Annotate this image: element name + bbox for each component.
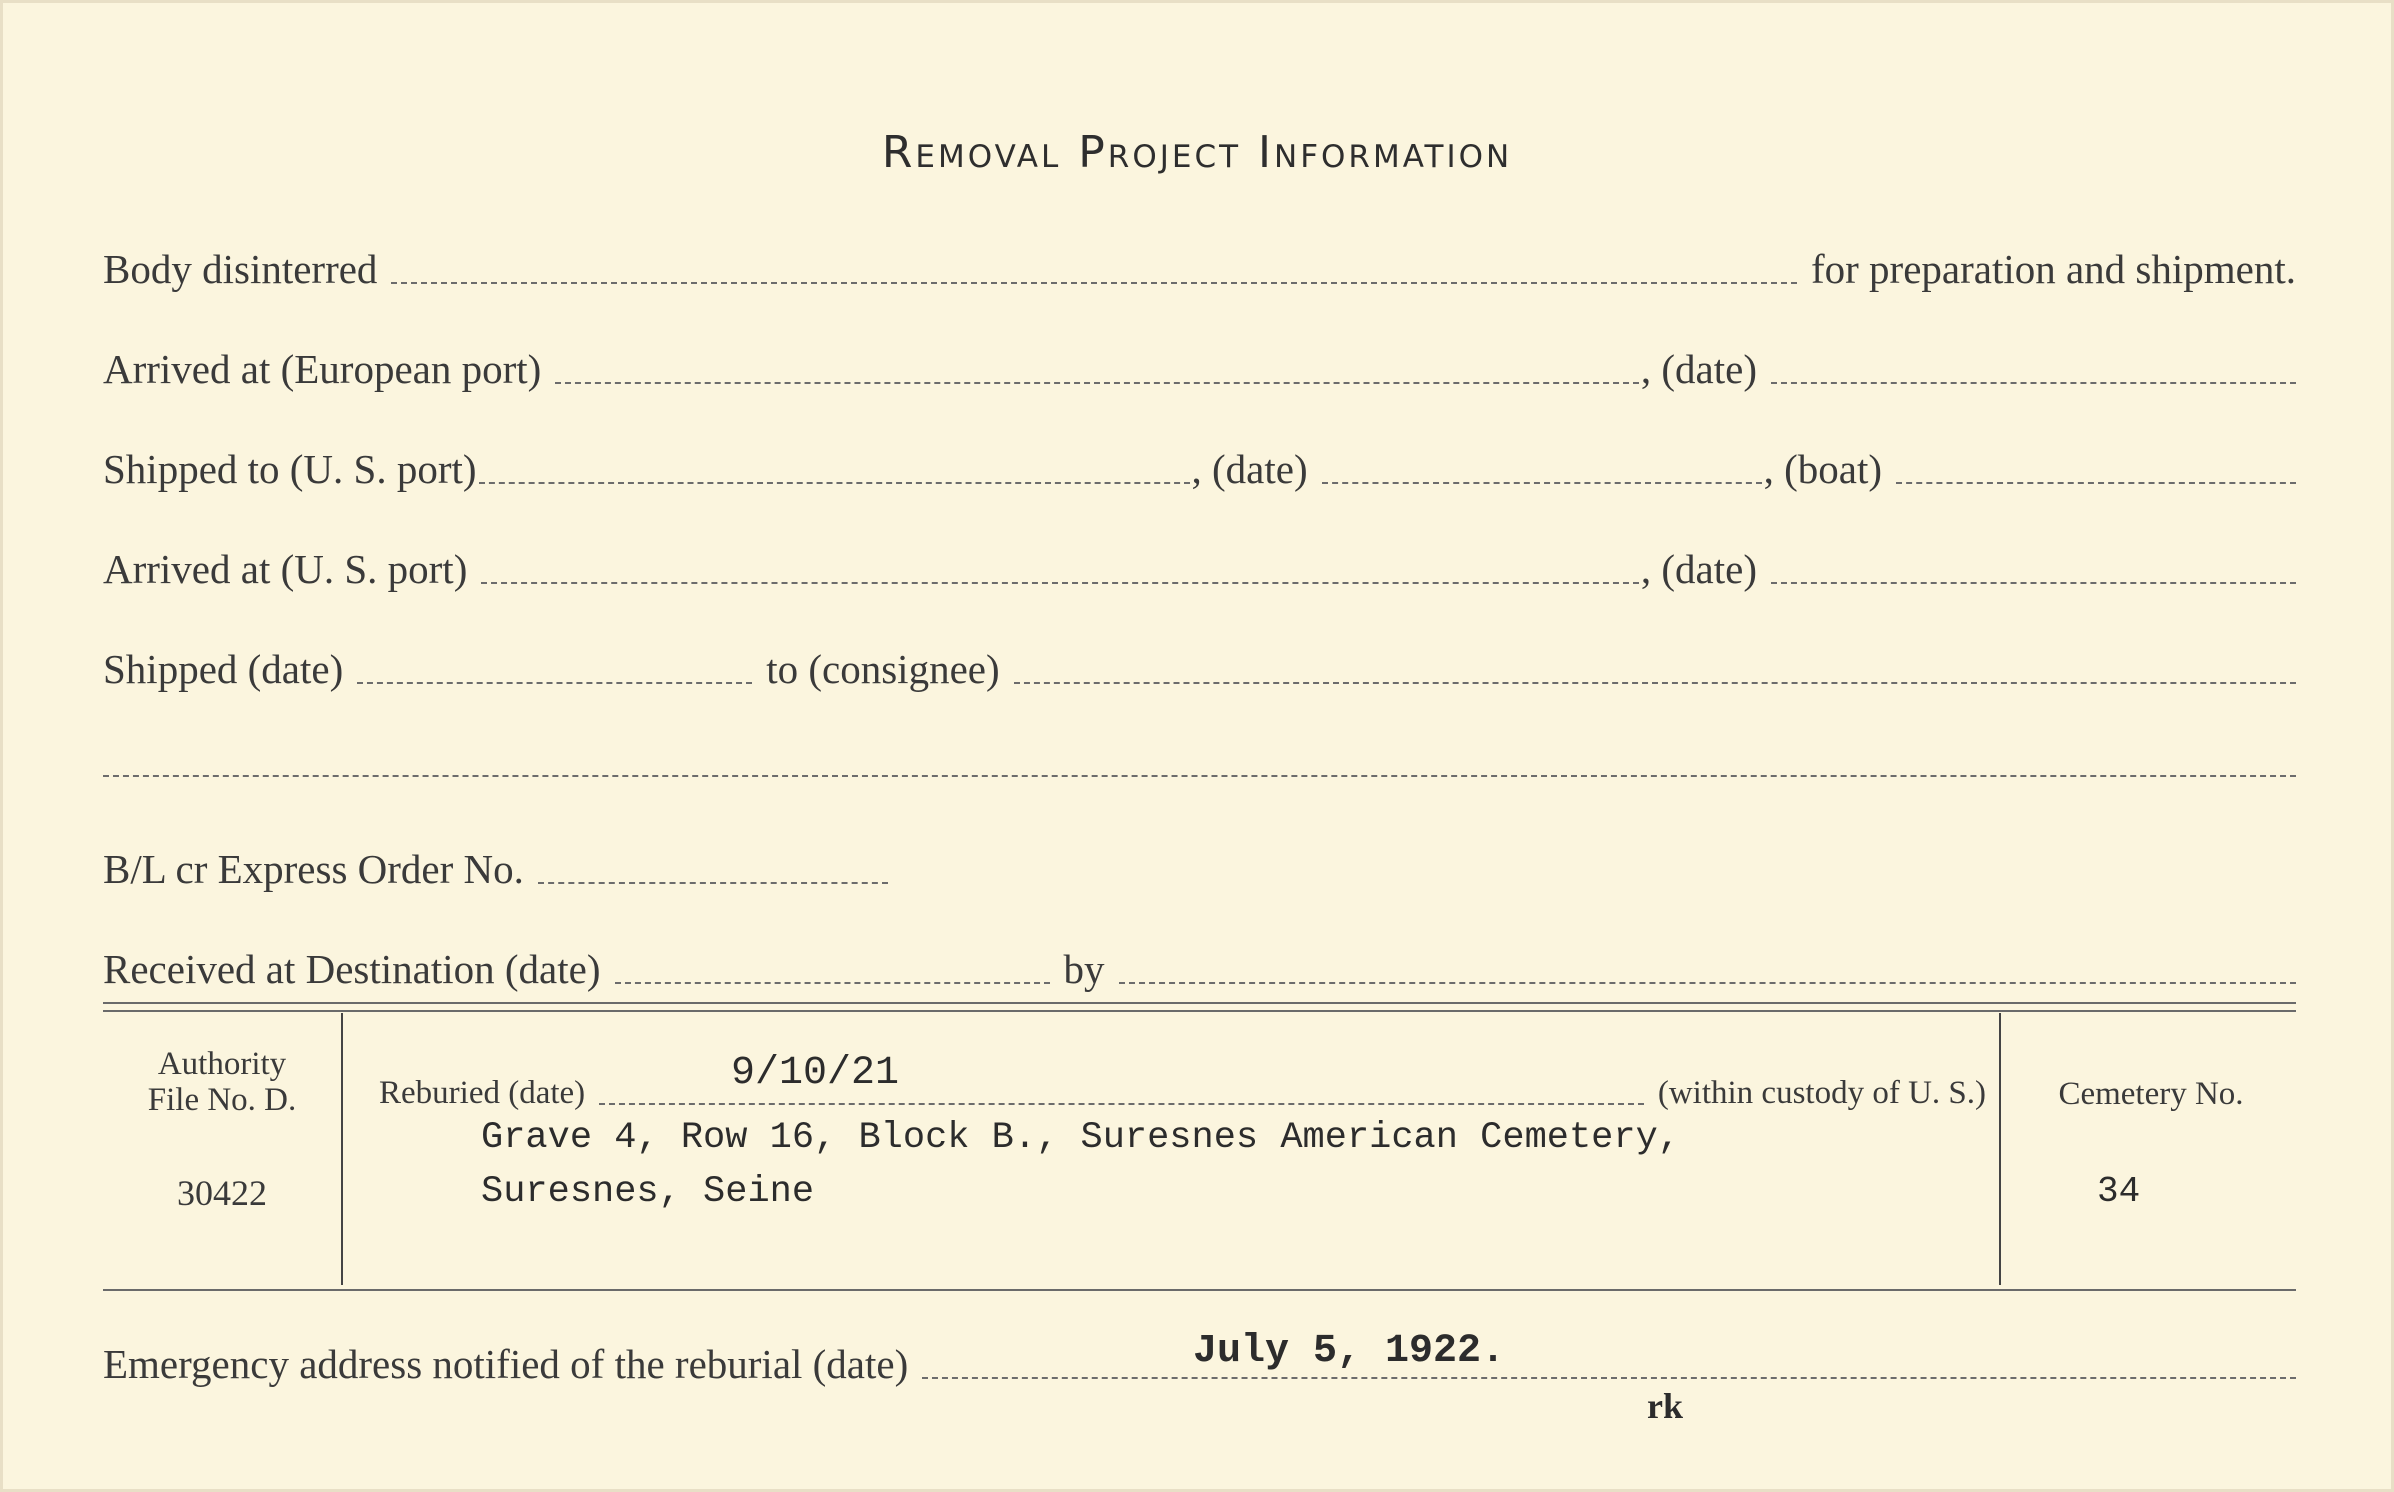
label-date-3: , (date)	[1640, 546, 1757, 592]
authority-line1: Authority	[157, 1046, 287, 1082]
blank-consignee-continued	[103, 775, 2296, 777]
card-title: Removal Project Information	[881, 127, 1513, 178]
blank-date-1	[1771, 382, 2296, 384]
row-bl-order	[103, 843, 2296, 893]
label-date-2: , (date)	[1191, 446, 1308, 492]
label-within-custody: (within custody of U. S.)	[1657, 1075, 1986, 1111]
row-shipped-to	[103, 443, 2296, 493]
label-bl-order: B/L cr Express Order No.	[103, 846, 524, 892]
blank-shipped-date	[357, 682, 752, 684]
rule-bottom	[103, 1289, 2296, 1291]
reburied-date-value: 9/10/21	[731, 1051, 900, 1096]
label-received-destination: Received at Destination (date)	[103, 946, 601, 992]
blank-consignee	[1014, 682, 2296, 684]
row-body-disinterred	[103, 243, 2296, 293]
label-by: by	[1063, 946, 1105, 992]
blank-reburied-date	[599, 1103, 1644, 1105]
label-reburied: Reburied (date)	[379, 1075, 586, 1111]
authority-line2: File No. D.	[147, 1082, 297, 1118]
row-shipped-date	[103, 643, 2296, 693]
label-to-consignee: to (consignee)	[766, 646, 1000, 692]
row-received-destination	[103, 943, 2296, 993]
blank-bl-order	[538, 882, 888, 884]
grave-location-line2: Suresnes, Seine	[481, 1171, 815, 1213]
clerk-initials: rk	[1647, 1386, 1683, 1426]
blank-us-port	[479, 482, 1190, 484]
row-arrived-us	[103, 543, 2296, 593]
blank-date-3	[1771, 582, 2296, 584]
blank-date-2	[1322, 482, 1762, 484]
label-date-1: , (date)	[1640, 346, 1757, 392]
label-for-preparation: for preparation and shipment.	[1810, 246, 2296, 292]
blank-received-by	[1119, 982, 2297, 984]
label-arrived-us: Arrived at (U. S. port)	[103, 546, 468, 592]
row-arrived-european	[103, 343, 2296, 393]
label-shipped-to: Shipped to (U. S. port)	[103, 446, 477, 492]
rule-top-2	[103, 1010, 2296, 1012]
grave-location-line1: Grave 4, Row 16, Block B., Suresnes American Cemetery,	[481, 1117, 1680, 1159]
divider-authority	[341, 1013, 343, 1285]
blank-arrived-us-port	[481, 582, 1639, 584]
cemetery-label: Cemetery No.	[2058, 1076, 2244, 1112]
label-boat: , (boat)	[1763, 446, 1882, 492]
blank-received-date	[615, 982, 1050, 984]
divider-cemetery	[1999, 1013, 2001, 1285]
label-arrived-european: Arrived at (European port)	[103, 346, 542, 392]
emergency-date-value: July 5, 1922.	[1193, 1329, 1506, 1374]
authority-file-number: 30422	[177, 1173, 267, 1213]
blank-european-port	[555, 382, 1639, 384]
blank-boat	[1896, 482, 2296, 484]
authority-label	[103, 1046, 341, 1118]
blank-emergency-date	[922, 1377, 2296, 1379]
label-shipped-date: Shipped (date)	[103, 646, 344, 692]
cemetery-number: 34	[2097, 1171, 2141, 1212]
label-body-disinterred: Body disinterred	[103, 246, 378, 292]
rule-top-1	[103, 1002, 2296, 1004]
label-emergency: Emergency address notified of the reburial (date)	[103, 1341, 909, 1387]
row-reburied	[379, 1068, 1986, 1112]
blank-disinterred	[391, 282, 1797, 284]
